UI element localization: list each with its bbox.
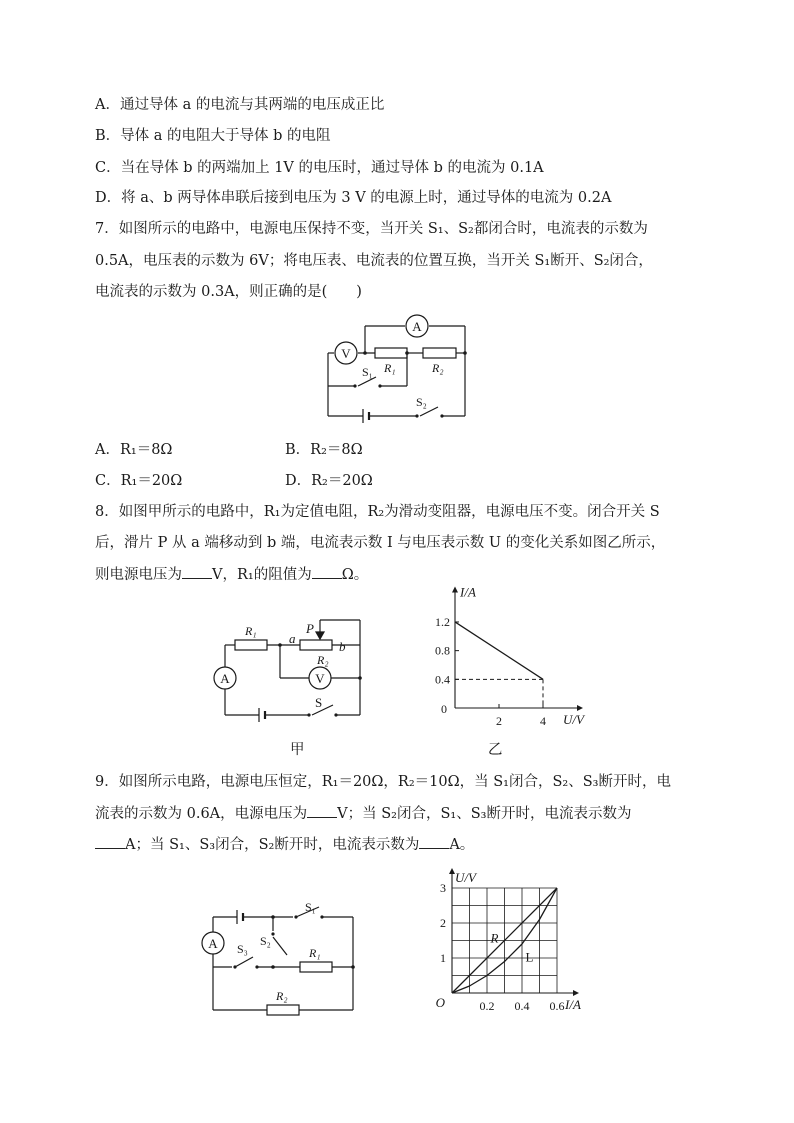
- q8-r1-label: R₁: [245, 624, 257, 638]
- origin-label: O: [435, 995, 445, 1010]
- x-axis-arrow: [577, 705, 583, 711]
- q8-text-a: 则电源电压为: [95, 567, 182, 583]
- y-tick-label: 0.4: [435, 672, 450, 687]
- x-axis-arrow: [573, 990, 579, 996]
- q9-text-a: 流表的示数为 0.6A，电源电压为: [95, 806, 308, 822]
- y-tick-label: 3: [440, 881, 446, 895]
- q7-s2-label: S₂: [416, 395, 427, 409]
- y-tick-label: 1: [440, 951, 446, 965]
- q7-r2-label: R₂: [432, 361, 444, 375]
- q6-option-c: C．当在导体 b 的两端加上 1V 的电压时，通过导体 b 的电流为 0.1A: [95, 160, 544, 176]
- series-label-l: L: [525, 949, 534, 965]
- q9-r1-label: R₁: [309, 946, 321, 960]
- x-tick-label: 0.4: [514, 999, 530, 1013]
- y-tick-label: 1.2: [435, 614, 450, 629]
- q7-stem-line3: 电流表的示数为 0.3A，则正确的是( ): [95, 284, 362, 300]
- y-tick-label: 2: [440, 916, 446, 930]
- q9-blank-current-2[interactable]: [419, 834, 449, 849]
- q9-text-c: A；当 S₁、S₃闭合，S₂断开时，电流表示数为: [125, 837, 420, 853]
- q6-option-b: B．导体 a 的电阻大于导体 b 的电阻: [95, 128, 331, 144]
- q7-stem-line1: 7．如图所示的电路中，电源电压保持不变，当开关 S₁、S₂都闭合时，电流表的示数为: [95, 221, 648, 237]
- x-tick-label: 4: [540, 714, 546, 728]
- q6-option-d: D．将 a、b 两导体串联后接到电压为 3 V 的电源上时，通过导体的电流为 0.2A: [95, 190, 612, 206]
- q9-ui-graph: [425, 858, 610, 1023]
- q6-option-a: A．通过导体 a 的电流与其两端的电压成正比: [95, 97, 385, 113]
- q7-option-b: B．R₂＝8Ω: [285, 442, 363, 458]
- q8-voltmeter-label: V: [315, 671, 325, 686]
- q9-r2-label: R₂: [276, 989, 288, 1003]
- q7-stem-line2: 0.5A，电压表的示数为 6V；将电压表、电流表的位置互换，当开关 S₁断开、S₂闭合，: [95, 253, 653, 269]
- x-tick-label: 2: [496, 714, 502, 728]
- q7-voltmeter-label: V: [341, 346, 351, 361]
- q9-stem-line3: [95, 834, 474, 855]
- q8-caption-jia: 甲: [290, 742, 305, 758]
- q8-ammeter-label: A: [220, 671, 230, 686]
- y-axis-label: I/A: [460, 585, 476, 600]
- x-axis-label: U/V: [563, 712, 584, 727]
- q9-ammeter-label: A: [208, 936, 218, 951]
- q8-b-label: b: [339, 639, 346, 654]
- q9-blank-current-1[interactable]: [95, 834, 125, 849]
- q7-option-d: D．R₂＝20Ω: [285, 473, 373, 489]
- q8-iu-graph: [425, 585, 600, 730]
- q8-stem-line2: 后，滑片 P 从 a 端移动到 b 端，电流表示数 I 与电压表示数 U 的变化关系如图乙所示，: [95, 535, 666, 551]
- q7-ammeter-label: A: [412, 319, 422, 334]
- origin-label: 0: [441, 702, 447, 716]
- q9-text-d: A。: [449, 837, 475, 853]
- q9-stem-line1: 9．如图所示电路，电源电压恒定，R₁＝20Ω，R₂＝10Ω，当 S₁闭合，S₂、S₃断开时，电: [95, 774, 671, 790]
- q8-text-b: V，R₁的阻值为: [212, 567, 312, 583]
- q7-option-a: A．R₁＝8Ω: [95, 442, 173, 458]
- q8-blank-voltage[interactable]: [182, 564, 212, 579]
- x-tick-label: 0.6: [549, 999, 565, 1013]
- q8-circuit-diagram: [205, 615, 370, 725]
- q9-circuit-diagram: [195, 895, 370, 1020]
- q7-option-c: C．R₁＝20Ω: [95, 473, 183, 489]
- q8-r2-label: R₂: [317, 653, 329, 667]
- q8-caption-yi: 乙: [488, 742, 503, 758]
- y-axis-label: U/V: [455, 870, 476, 885]
- q8-blank-resistance[interactable]: [312, 564, 342, 579]
- q8-text-c: Ω。: [341, 567, 369, 583]
- q9-text-b: V；当 S₂闭合，S₁、S₃断开时，电流表示数为: [337, 806, 632, 822]
- q9-stem-line2: [95, 803, 631, 824]
- q8-stem-line1: 8．如图甲所示的电路中，R₁为定值电阻，R₂为滑动变阻器，电源电压不变。闭合开关 S: [95, 504, 660, 520]
- q9-s2-label: S₂: [260, 934, 271, 948]
- q8-a-label: a: [289, 631, 296, 646]
- q8-s-label: S: [315, 695, 323, 710]
- x-axis-label: I/A: [565, 997, 581, 1012]
- series-line: [455, 622, 543, 679]
- x-tick-label: 0.2: [479, 999, 495, 1013]
- y-axis-arrow: [452, 586, 458, 592]
- q9-s3-label: S₃: [237, 942, 248, 956]
- y-tick-label: 0.8: [435, 643, 450, 658]
- q8-stem-line3: [95, 564, 368, 585]
- q7-circuit-diagram: [320, 308, 480, 426]
- q7-r1-label: R₁: [384, 361, 396, 375]
- series-label-r: R: [490, 930, 499, 946]
- q8-p-label: P: [306, 621, 314, 636]
- q9-blank-voltage[interactable]: [307, 803, 337, 818]
- q7-s1-label: S₁: [362, 365, 373, 379]
- q9-s1-label: S₁: [305, 900, 316, 914]
